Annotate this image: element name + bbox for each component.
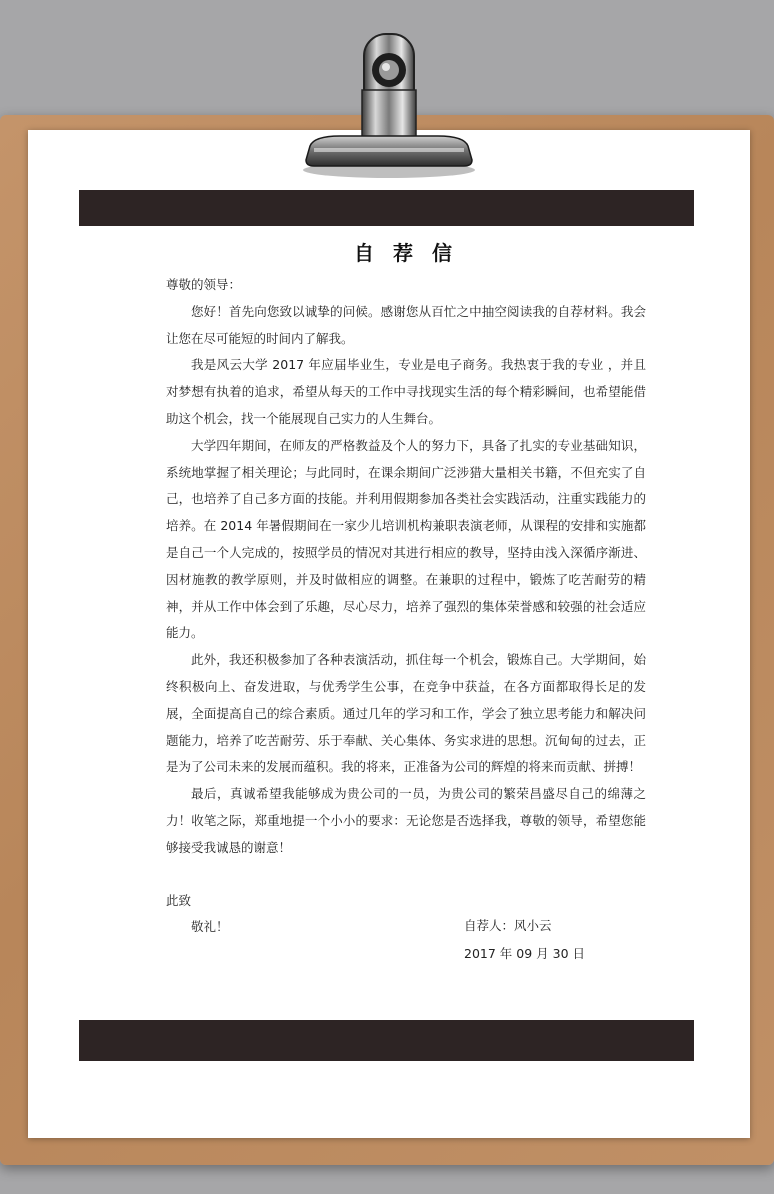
paragraph-activities: 此外，我还积极参加了各种表演活动，抓住每一个机会，锻炼自己。大学期间，始终积极向上、奋发进取，与优秀学生公事，在竞争中获益，在各方面都取得长足的发展，全面提高自己的综合素质。通过几年的学习和工作，学会了独立思考能力和解决问题能力，培养了吃苦耐劳、乐于奉献、关心集体、务实求进的思想。沉甸甸的过去，正是为了公司未来的发展而蕴积。我的将来，正准备为公司的辉煌的将来而贡献、拼搏！ [166,652,646,775]
salutation: 尊敬的领导： [166,277,242,292]
binder-clip-icon [300,20,478,180]
paragraph-education: 大学四年期间，在师友的严格教益及个人的努力下，具备了扎实的专业基础知识，系统地掌握了相关理论；与此同时，在课余期间广泛涉猎大量相关书籍，不但充实了自己，也培养了自己多方面的技能。并利用假期参加各类社会实践活动，注重实践能力的培养。在 2014 年暑假期间在一家少儿培训机构兼职表演老师，从课程的安排和实施都是自己一个人完成的，按照学员的情况对其进行相应的教导，坚持由浅入深循序渐进、因材施教的教学原则，并及时做相应的调整。在兼职的过程中，锻炼了吃苦耐劳的精神，并从工作中体会到了乐趣，尽心尽力，培养了强烈的集体荣誉感和较强的社会适应能力。 [166,437,646,641]
paragraph-introduction: 我是风云大学 2017 年应届毕业生，专业是电子商务。我热衷于我的专业 ，并且对梦想有执着的追求，希望从每天的工作中寻找现实生活的每个精彩瞬间，也希望能借助这个机会，找一个能展现自己实力的人生舞台。 [166,357,646,426]
signature-block [464,912,585,968]
signer-name: 自荐人：风小云 [464,918,552,933]
letter-body [166,236,646,941]
letter-date: 2017 年 09 月 30 日 [464,946,585,961]
paragraph-greeting: 您好！首先向您致以诚挚的问候。感谢您从百忙之中抽空阅读我的自荐材料。我会让您在尽可能短的时间内了解我。 [166,303,646,346]
header-band [79,190,694,226]
paragraph-conclusion: 最后，真诚希望我能够成为贵公司的一员，为贵公司的繁荣昌盛尽自己的绵薄之力！收笔之际，郑重地提一个小小的要求：无论您是否选择我，尊敬的领导，希望您能够接受我诚恳的谢意！ [166,786,646,855]
closing-line-2: 敬礼！ [191,919,229,935]
letter-title: 自 荐 信 [354,241,458,265]
footer-band [79,1020,694,1061]
closing-line-1: 此致 [166,892,192,908]
